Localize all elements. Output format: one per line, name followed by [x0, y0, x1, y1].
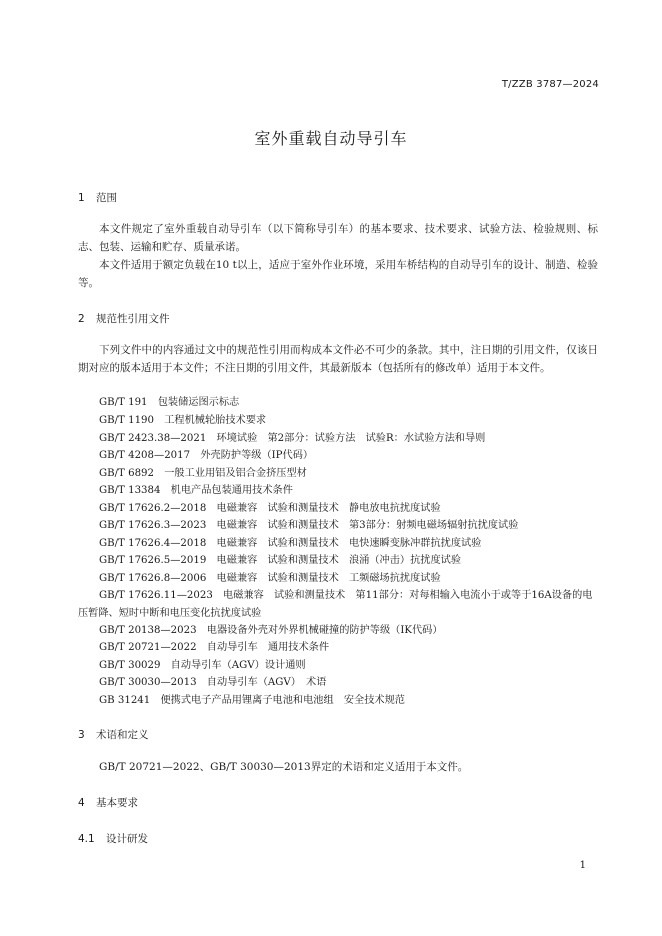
- document-title: 室外重载自动导引车: [254, 129, 408, 148]
- document-code: T/ZZB 3787—2024: [501, 79, 599, 90]
- section-3-heading: [78, 727, 149, 742]
- section-number: 2: [78, 313, 85, 325]
- section-1-heading: [78, 190, 117, 205]
- reference-item: GB/T 17626.5—2019 电磁兼容 试验和测量技术 浪涌（冲击）抗扰度试验: [99, 555, 462, 566]
- section-title: 基本要求: [96, 797, 138, 809]
- reference-item: GB/T 1190 工程机械轮胎技术要求: [99, 415, 267, 426]
- section-number: 3: [78, 729, 85, 741]
- reference-item: GB/T 17626.4—2018 电磁兼容 试验和测量技术 电快速瞬变脉冲群抗扰度试验: [99, 538, 482, 549]
- reference-item: GB/T 17626.2—2018 电磁兼容 试验和测量技术 静电放电抗扰度试验: [99, 503, 441, 514]
- reference-item: GB/T 2423.38—2021 环境试验 第2部分：试验方法 试验R：水试验方法和导则: [99, 433, 486, 444]
- section-2-paragraph-1: 下列文件中的内容通过文中的规范性引用而构成本文件必不可少的条款。其中，注日期的引用文件，仅该日期对应的版本适用于本文件；不注日期的引用文件，其最新版本（包括所有的修改单）适用于本文件。: [78, 344, 598, 374]
- section-1-paragraph-2: 本文件适用于额定负载在10 t以上，适应于室外作业环境，采用车桥结构的自动导引车的设计、制造、检验等。: [78, 259, 598, 289]
- reference-item: GB/T 191 包装储运图示标志: [99, 397, 240, 408]
- section-number: 1: [78, 192, 85, 204]
- section-3-paragraph-1: GB/T 20721—2022、GB/T 30030—2013界定的术语和定义适用于本文件。: [99, 761, 469, 773]
- page-number: 1: [579, 860, 586, 871]
- reference-item: GB/T 17626.8—2006 电磁兼容 试验和测量技术 工频磁场抗扰度试验: [99, 573, 441, 584]
- reference-item: GB/T 20138—2023 电器设备外壳对外界机械碰撞的防护等级（IK代码）: [99, 625, 443, 636]
- reference-item: GB/T 4208—2017 外壳防护等级（IP代码）: [99, 450, 314, 461]
- section-4-heading: [78, 795, 138, 810]
- section-number: 4: [78, 797, 85, 809]
- section-number: 4.1: [78, 833, 95, 845]
- section-title: 术语和定义: [96, 729, 149, 741]
- reference-item: GB/T 17626.3—2023 电磁兼容 试验和测量技术 第3部分：射频电磁场辐射抗扰度试验: [99, 520, 519, 531]
- subsection-4-1-heading: [78, 831, 148, 846]
- reference-item: GB/T 6892 一般工业用铝及铝合金挤压型材: [99, 468, 307, 479]
- section-title: 规范性引用文件: [96, 313, 170, 325]
- reference-item: GB/T 17626.11—2023 电磁兼容 试验和测量技术 第11部分：对每相输入电流小于或等于16A设备的电压暂降、短时中断和电压变化抗扰度试验: [78, 590, 593, 619]
- reference-item: GB/T 20721—2022 自动导引车 通用技术条件: [99, 642, 330, 653]
- section-title: 设计研发: [106, 833, 148, 845]
- reference-item: GB/T 13384 机电产品包装通用技术条件: [99, 485, 293, 496]
- reference-item: GB/T 30030—2013 自动导引车（AGV） 术语: [99, 677, 327, 688]
- reference-item: GB 31241 便携式电子产品用锂离子电池和电池组 安全技术规范: [99, 695, 405, 706]
- section-title: 范围: [96, 192, 117, 204]
- section-2-heading: [78, 311, 170, 326]
- reference-item: GB/T 30029 自动导引车（AGV）设计通则: [99, 660, 306, 671]
- section-1-paragraph-1: 本文件规定了室外重载自动导引车（以下简称导引车）的基本要求、技术要求、试验方法、检验规则、标志、包装、运输和贮存、质量承诺。: [78, 223, 598, 253]
